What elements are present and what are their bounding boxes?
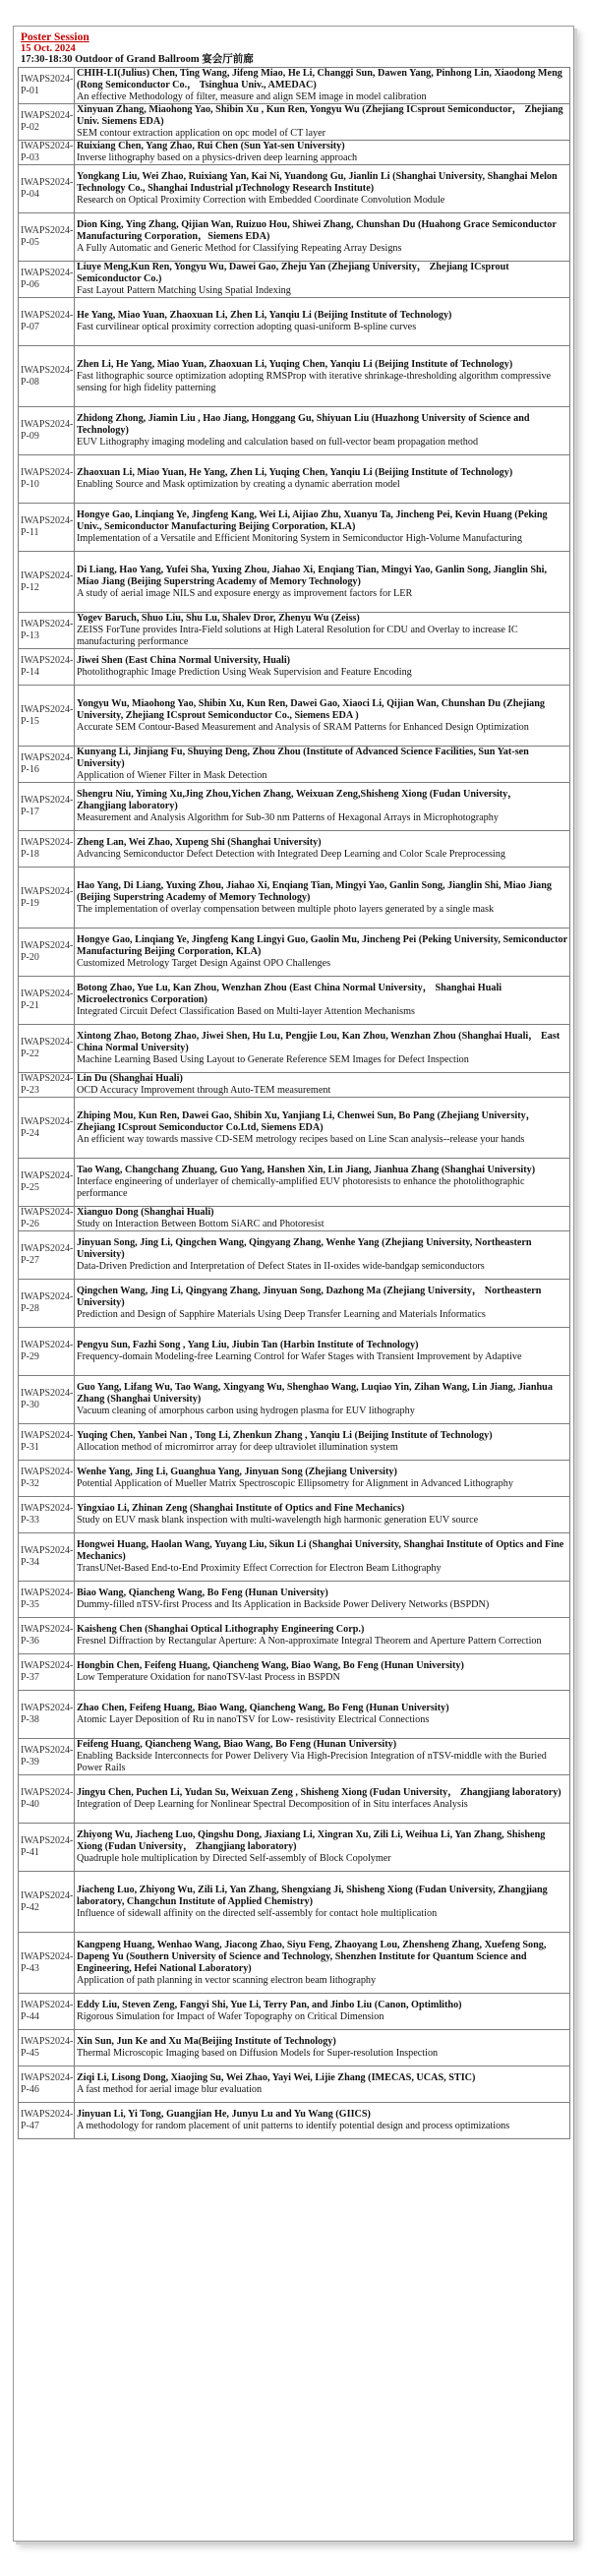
poster-id: IWAPS2024-P-35 bbox=[19, 1582, 75, 1618]
poster-id: IWAPS2024-P-38 bbox=[19, 1691, 75, 1739]
poster-authors: Biao Wang, Qiancheng Wang, Bo Feng (Hunan University) bbox=[77, 1588, 328, 1598]
poster-authors: Tao Wang, Changchang Zhuang, Guo Yang, Hanshen Xin, Lin Jiang, Jianhua Zhang (Shanghai University) bbox=[77, 1165, 536, 1175]
poster-title: A Fully Automatic and Generic Method for Classifying Repeating Array Designs bbox=[77, 243, 402, 254]
poster-authors: Yogev Baruch, Shuo Liu, Shu Lu, Shalev Dror, Zhenyu Wu (Zeiss) bbox=[77, 613, 360, 624]
poster-row bbox=[19, 977, 570, 1025]
poster-row bbox=[19, 1207, 570, 1231]
poster-row bbox=[19, 104, 570, 141]
poster-authors: Jinyuan Song, Jing Li, Qingchen Wang, Qingyang Zhang, Wenhe Yang (Zhejiang University, Northeastern University) bbox=[77, 1237, 532, 1260]
poster-details bbox=[75, 929, 570, 977]
poster-details bbox=[75, 1497, 570, 1533]
poster-id: IWAPS2024-P-17 bbox=[19, 783, 75, 831]
poster-authors: Guo Yang, Lifang Wu, Tao Wang, Xingyang Wu, Shenghao Wang, Luqiao Yin, Zihan Wang, Lin Jiang, Jianhua Zhang (Shanghai University) bbox=[77, 1382, 553, 1405]
poster-authors: Kangpeng Huang, Wenhao Wang, Jiacong Zhao, Siyu Feng, Zhaoyang Lou, Zhensheng Zhang, Xuefeng Song, Dapeng Yu (Southern University of Science and Technology, Shenzhen Institute for Quantum Science and Engineering, Hefei National Laboratory) bbox=[77, 1939, 547, 1974]
poster-title: Influence of sidewall affinity on the directed self-assembly for contact hole multiplication bbox=[77, 1907, 438, 1919]
poster-id: IWAPS2024-P-29 bbox=[19, 1328, 75, 1376]
poster-authors: Ruixiang Chen, Yang Zhao, Rui Chen (Sun Yat-sen University) bbox=[77, 141, 345, 151]
poster-title: Prediction and Design of Sapphire Materials Using Deep Transfer Learning and Materials Informatics bbox=[77, 1309, 486, 1320]
poster-id: IWAPS2024-P-23 bbox=[19, 1073, 75, 1098]
poster-id: IWAPS2024-P-09 bbox=[19, 407, 75, 455]
poster-title: Machine Learning Based Using Layout to Generate Reference SEM Images for Defect Inspection bbox=[77, 1054, 469, 1065]
poster-title: SEM contour extraction application on opc model of CT layer bbox=[77, 128, 326, 139]
poster-title: Quadruple hole multiplication by Directed Self-assembly of Block Copolymer bbox=[77, 1853, 391, 1864]
poster-row bbox=[19, 1025, 570, 1073]
poster-id: IWAPS2024-P-46 bbox=[19, 2067, 75, 2103]
poster-title: Advancing Semiconductor Defect Detection with Integrated Deep Learning and Color Scale Preprocessing bbox=[77, 849, 505, 860]
poster-row bbox=[19, 68, 570, 104]
poster-details bbox=[75, 1739, 570, 1775]
poster-id: IWAPS2024-P-47 bbox=[19, 2103, 75, 2139]
poster-row bbox=[19, 262, 570, 298]
poster-row bbox=[19, 504, 570, 552]
poster-row bbox=[19, 1159, 570, 1207]
poster-row bbox=[19, 455, 570, 504]
poster-authors: Di Liang, Hao Yang, Yufei Sha, Yuxing Zhou, Jiahao Xi, Enqiang Tian, Mingyi Yao, Ganlin Song, Jianglin Shi, Miao Jiang (Beijing Superstring Academy of Memory Technology) bbox=[77, 564, 548, 587]
poster-row bbox=[19, 165, 570, 213]
poster-details bbox=[75, 868, 570, 929]
poster-title: Allocation method of micromirror array for deep ultraviolet illumination system bbox=[77, 1442, 398, 1453]
poster-title: A methodology for random placement of unit patterns to identify potential design and process optimizations bbox=[77, 2121, 510, 2131]
poster-title: Inverse lithography based on a physics-driven deep learning approach bbox=[77, 152, 358, 163]
poster-id: IWAPS2024-P-19 bbox=[19, 868, 75, 929]
poster-row bbox=[19, 1775, 570, 1824]
poster-row bbox=[19, 831, 570, 868]
poster-title: Photolithographic Image Prediction Using Weak Supervision and Feature Encoding bbox=[77, 667, 412, 678]
poster-title: Application of path planning in vector scanning electron beam lithography bbox=[77, 1974, 377, 1986]
poster-details bbox=[75, 1582, 570, 1618]
poster-authors: Pengyu Sun, Fazhi Song , Yang Liu, Jiubin Tan (Harbin Institute of Technology) bbox=[77, 1340, 419, 1350]
poster-details bbox=[75, 1280, 570, 1328]
poster-row bbox=[19, 1872, 570, 1933]
poster-details bbox=[75, 504, 570, 552]
poster-id: IWAPS2024-P-04 bbox=[19, 165, 75, 213]
poster-session-sheet bbox=[13, 26, 574, 2542]
poster-authors: Xianguo Dong (Shanghai Huali) bbox=[77, 1207, 214, 1218]
poster-details bbox=[75, 649, 570, 686]
poster-details bbox=[75, 1328, 570, 1376]
poster-details bbox=[75, 1654, 570, 1691]
poster-details bbox=[75, 1231, 570, 1280]
poster-details bbox=[75, 1207, 570, 1231]
poster-authors: Yingxiao Li, Zhinan Zeng (Shanghai Institute of Optics and Fine Mechanics) bbox=[77, 1503, 405, 1514]
poster-details bbox=[75, 213, 570, 262]
poster-details bbox=[75, 1025, 570, 1073]
poster-row bbox=[19, 783, 570, 831]
poster-details bbox=[75, 1424, 570, 1461]
poster-table bbox=[18, 67, 570, 2139]
poster-row bbox=[19, 298, 570, 346]
poster-details bbox=[75, 1933, 570, 1994]
session-title: Poster Session bbox=[21, 31, 89, 43]
poster-row bbox=[19, 1328, 570, 1376]
poster-details bbox=[75, 686, 570, 747]
poster-title: Rigorous Simulation for Impact of Wafer Topography on Critical Dimension bbox=[77, 2011, 384, 2022]
poster-authors: CHIH-LI(Julius) Chen, Ting Wang, Jifeng Miao, He Li, Changgi Sun, Dawen Yang, Pinhong Lin, Xiaodong Meng (Rong Semiconductor Co.， Tsinghua Univ., AMEDAC) bbox=[77, 68, 562, 90]
poster-title: Potential Application of Mueller Matrix Spectroscopic Ellipsometry for Alignment in Advanced Lithography bbox=[77, 1478, 513, 1489]
poster-details bbox=[75, 783, 570, 831]
poster-authors: Hao Yang, Di Liang, Yuxing Zhou, Jiahao Xi, Enqiang Tian, Mingyi Yao, Ganlin Song, Jianglin Shi, Miao Jiang (Beijing Superstring Academy of Memory Technology) bbox=[77, 879, 553, 903]
poster-title: Integrated Circuit Defect Classification Based on Multi-layer Attention Mechanisms bbox=[77, 1006, 416, 1017]
poster-authors: Shengru Niu, Yiming Xu,Jing Zhou,Yichen Zhang, Weixuan Zeng,Shisheng Xiong (Fudan University， Zhangjiang laboratory) bbox=[77, 789, 518, 811]
poster-details bbox=[75, 1872, 570, 1933]
poster-title: Atomic Layer Deposition of Ru in nanoTSV for Low- resistivity Electrical Connections bbox=[77, 1714, 430, 1725]
poster-row bbox=[19, 1424, 570, 1461]
poster-authors: Hongbin Chen, Feifeng Huang, Qiancheng Wang, Biao Wang, Bo Feng (Hunan University) bbox=[77, 1660, 464, 1671]
poster-id: IWAPS2024-P-07 bbox=[19, 298, 75, 346]
poster-id: IWAPS2024-P-40 bbox=[19, 1775, 75, 1824]
poster-details bbox=[75, 552, 570, 613]
poster-id: IWAPS2024-P-30 bbox=[19, 1376, 75, 1424]
poster-authors: Liuye Meng,Kun Ren, Yongyu Wu, Dawei Gao, Zheju Yan (Zhejiang University， Zhejiang ICsprout Semiconductor Co.) bbox=[77, 262, 509, 284]
poster-row bbox=[19, 2103, 570, 2139]
poster-row bbox=[19, 1231, 570, 1280]
poster-row bbox=[19, 649, 570, 686]
poster-row bbox=[19, 1824, 570, 1872]
poster-id: IWAPS2024-P-41 bbox=[19, 1824, 75, 1872]
poster-details bbox=[75, 1824, 570, 1872]
poster-title: A study of aerial image NILS and exposure energy as improvement factors for LER bbox=[77, 587, 413, 599]
poster-row bbox=[19, 868, 570, 929]
poster-id: IWAPS2024-P-03 bbox=[19, 141, 75, 165]
poster-id: IWAPS2024-P-34 bbox=[19, 1533, 75, 1582]
poster-row bbox=[19, 1497, 570, 1533]
poster-authors: Jinyuan Li, Yi Tong, Guangjian He, Junyu Lu and Yu Wang (GIICS) bbox=[77, 2109, 371, 2120]
poster-details bbox=[75, 1461, 570, 1497]
poster-row bbox=[19, 552, 570, 613]
poster-details bbox=[75, 1376, 570, 1424]
poster-title: Fast lithographic source optimization adopting RMSProp with iterative shrinkage-thresholding algorithm compressive sensing for high fidelity patterning bbox=[77, 370, 552, 393]
poster-id: IWAPS2024-P-42 bbox=[19, 1872, 75, 1933]
poster-id: IWAPS2024-P-26 bbox=[19, 1207, 75, 1231]
poster-row bbox=[19, 2067, 570, 2103]
poster-id: IWAPS2024-P-20 bbox=[19, 929, 75, 977]
poster-title: Research on Optical Proximity Correction with Embedded Coordinate Convolution Module bbox=[77, 195, 445, 206]
poster-id: IWAPS2024-P-15 bbox=[19, 686, 75, 747]
poster-title: Enabling Source and Mask optimization by creating a dynamic aberration model bbox=[77, 479, 400, 490]
poster-row bbox=[19, 213, 570, 262]
poster-title: Low Temperature Oxidation for nanoTSV-last Process in BSPDN bbox=[77, 1672, 340, 1683]
poster-id: IWAPS2024-P-21 bbox=[19, 977, 75, 1025]
poster-details bbox=[75, 2103, 570, 2139]
poster-row bbox=[19, 1533, 570, 1582]
poster-id: IWAPS2024-P-43 bbox=[19, 1933, 75, 1994]
poster-row bbox=[19, 1280, 570, 1328]
poster-row bbox=[19, 1098, 570, 1159]
poster-authors: Hongye Gao, Linqiang Ye, Jingfeng Kang Lingyi Guo, Gaolin Mu, Jincheng Pei (Peking University, Semiconductor Manufacturing Beijing Corporation, KLA) bbox=[77, 934, 567, 957]
poster-id: IWAPS2024-P-11 bbox=[19, 504, 75, 552]
session-header bbox=[18, 30, 570, 67]
poster-title: Fresnel Diffraction by Rectangular Aperture: A Non-approximate Integral Theorem and Aperture Pattern Correction bbox=[77, 1636, 542, 1647]
poster-title: ZEISS ForTune provides Intra-Field solutions at High Lateral Resolution for CDU and Overlay to increase IC manufacturing performance bbox=[77, 625, 518, 647]
poster-authors: Kaisheng Chen (Shanghai Optical Lithography Engineering Corp.) bbox=[77, 1624, 365, 1635]
poster-row bbox=[19, 1994, 570, 2030]
poster-row bbox=[19, 1933, 570, 1994]
poster-id: IWAPS2024-P-18 bbox=[19, 831, 75, 868]
poster-row bbox=[19, 613, 570, 649]
poster-id: IWAPS2024-P-10 bbox=[19, 455, 75, 504]
poster-details bbox=[75, 455, 570, 504]
poster-authors: Jingyu Chen, Puchen Li, Yudan Su, Weixuan Zeng , Shisheng Xiong (Fudan University， Zhangjiang laboratory) bbox=[77, 1787, 561, 1798]
poster-title: Fast Layout Pattern Matching Using Spatial Indexing bbox=[77, 285, 291, 296]
poster-id: IWAPS2024-P-36 bbox=[19, 1618, 75, 1654]
poster-title: EUV Lithography imaging modeling and calculation based on full-vector beam propagation method bbox=[77, 437, 479, 448]
poster-authors: Wenhe Yang, Jing Li, Guanghua Yang, Jinyuan Song (Zhejiang University) bbox=[77, 1467, 397, 1477]
poster-row bbox=[19, 1582, 570, 1618]
poster-details bbox=[75, 165, 570, 213]
poster-row bbox=[19, 686, 570, 747]
poster-title: OCD Accuracy Improvement through Auto-TEM measurement bbox=[77, 1085, 331, 1096]
poster-authors: He Yang, Miao Yuan, Zhaoxuan Li, Zhen Li, Yanqiu Li (Beijing Institute of Technology) bbox=[77, 310, 452, 321]
poster-title: Thermal Microscopic Imaging based on Diffusion Models for Super-resolution Inspection bbox=[77, 2048, 439, 2059]
poster-details bbox=[75, 262, 570, 298]
poster-details bbox=[75, 2030, 570, 2067]
poster-authors: Yuqing Chen, Yanbei Nan , Tong Li, Zhenkun Zhang , Yanqiu Li (Beijing Institute of Technology) bbox=[77, 1430, 493, 1441]
poster-authors: Botong Zhao, Yue Lu, Kan Zhou, Wenzhan Zhou (East China Normal University， Shanghai Huali Microelectronics Corporation) bbox=[77, 983, 502, 1005]
poster-authors: Xintong Zhao, Botong Zhao, Jiwei Shen, Hu Lu, Pengjie Lou, Kan Zhou, Wenzhan Zhou (Shanghai Huali， East China Normal University) bbox=[77, 1031, 560, 1053]
poster-authors: Yongyu Wu, Miaohong Yao, Shibin Xu, Kun Ren, Dawei Gao, Xiaoci Li, Qijian Wan, Chunshan Du (Zhejiang University, Zhejiang ICsprout Semiconductor Co., Siemens EDA ) bbox=[77, 697, 546, 721]
poster-id: IWAPS2024-P-37 bbox=[19, 1654, 75, 1691]
poster-authors: Xinyuan Zhang, Miaohong Yao, Shibin Xu , Kun Ren, Yongyu Wu (Zhejiang ICsprout Semiconductor， Zhejiang Univ. Siemens EDA) bbox=[77, 104, 563, 127]
poster-title: Measurement and Analysis Algorithm for Sub-30 nm Patterns of Hexagonal Arrays in Microphotography bbox=[77, 812, 499, 823]
poster-id: IWAPS2024-P-22 bbox=[19, 1025, 75, 1073]
poster-title: A fast method for aerial image blur evaluation bbox=[77, 2084, 263, 2095]
poster-title: Data-Driven Prediction and Interpretation of Defect States in II-oxides wide-bandgap semiconductors bbox=[77, 1261, 485, 1272]
poster-title: Customized Metrology Target Design Against OPO Challenges bbox=[77, 958, 331, 969]
poster-title: Study on EUV mask blank inspection with multi-wavelength high harmonic generation EUV source bbox=[77, 1515, 479, 1526]
poster-row bbox=[19, 1461, 570, 1497]
poster-id: IWAPS2024-P-13 bbox=[19, 613, 75, 649]
poster-id: IWAPS2024-P-01 bbox=[19, 68, 75, 104]
poster-id: IWAPS2024-P-27 bbox=[19, 1231, 75, 1280]
poster-title: Vacuum cleaning of amorphous carbon using hydrogen plasma for EUV lithography bbox=[77, 1406, 415, 1416]
poster-details bbox=[75, 1533, 570, 1582]
poster-details bbox=[75, 141, 570, 165]
poster-details bbox=[75, 747, 570, 783]
poster-authors: Yongkang Liu, Wei Zhao, Ruixiang Yan, Kai Ni, Yuandong Gu, Jianlin Li (Shanghai University, Shanghai Melon Technology Co., Shanghai Industrial µTechnology Research Institute) bbox=[77, 171, 558, 194]
poster-authors: Jiwei Shen (East China Normal University, Huali) bbox=[77, 655, 291, 666]
poster-id: IWAPS2024-P-14 bbox=[19, 649, 75, 686]
poster-id: IWAPS2024-P-06 bbox=[19, 262, 75, 298]
poster-details bbox=[75, 346, 570, 407]
poster-details bbox=[75, 104, 570, 141]
poster-title: Accurate SEM Contour-Based Measurement and Analysis of SRAM Patterns for Enhanced Design Optimization bbox=[77, 721, 529, 733]
poster-title: Integration of Deep Learning for Nonlinear Spectral Decomposition of in Situ interfaces Analysis bbox=[77, 1799, 468, 1810]
poster-title: Fast curvilinear optical proximity correction adopting quasi-uniform B-spline curves bbox=[77, 322, 417, 332]
poster-authors: Ziqi Li, Lisong Dong, Xiaojing Su, Wei Zhao, Yayi Wei, Lijie Zhang (IMECAS, UCAS, STIC) bbox=[77, 2072, 476, 2083]
poster-id: IWAPS2024-P-33 bbox=[19, 1497, 75, 1533]
poster-details bbox=[75, 1073, 570, 1098]
poster-id: IWAPS2024-P-24 bbox=[19, 1098, 75, 1159]
poster-authors: Hongye Gao, Linqiang Ye, Jingfeng Kang, Wei Li, Aijiao Zhu, Xuanyu Ta, Jincheng Pei, Kevin Huang (Peking Univ., Semiconductor Manufacturing Beijing Corporation, KLA) bbox=[77, 509, 548, 532]
poster-details bbox=[75, 613, 570, 649]
poster-authors: Hongwei Huang, Haolan Wang, Yuyang Liu, Sikun Li (Shanghai University, Shanghai Institute of Optics and Fine Mechanics) bbox=[77, 1539, 564, 1562]
poster-details bbox=[75, 1098, 570, 1159]
poster-authors: Zhao Chen, Feifeng Huang, Biao Wang, Qiancheng Wang, Bo Feng (Hunan University) bbox=[77, 1703, 449, 1713]
poster-row bbox=[19, 1073, 570, 1098]
poster-row bbox=[19, 346, 570, 407]
poster-details bbox=[75, 1691, 570, 1739]
poster-authors: Zhiping Mou, Kun Ren, Dawei Gao, Shibin Xu, Yanjiang Li, Chenwei Sun, Bo Pang (Zhejiang University， Zhejiang ICsprout Semiconductor Co.Ltd, Siemens EDA) bbox=[77, 1109, 536, 1133]
poster-authors: Xin Sun, Jun Ke and Xu Ma(Beijing Institute of Technology) bbox=[77, 2036, 336, 2047]
poster-authors: Lin Du (Shanghai Huali) bbox=[77, 1073, 183, 1084]
poster-details bbox=[75, 407, 570, 455]
poster-row bbox=[19, 1618, 570, 1654]
poster-id: IWAPS2024-P-05 bbox=[19, 213, 75, 262]
poster-id: IWAPS2024-P-32 bbox=[19, 1461, 75, 1497]
poster-details bbox=[75, 1994, 570, 2030]
poster-id: IWAPS2024-P-39 bbox=[19, 1739, 75, 1775]
poster-title: An effective Methodology of filter, measure and align SEM image in model calibration bbox=[77, 91, 427, 102]
poster-authors: Kunyang Li, Jinjiang Fu, Shuying Deng, Zhou Zhou (Institute of Advanced Science Facilities, Sun Yat-sen University) bbox=[77, 747, 529, 769]
poster-title: Implementation of a Versatile and Efficient Monitoring System in Semiconductor High-Volume Manufacturing bbox=[77, 533, 522, 544]
poster-row bbox=[19, 1654, 570, 1691]
poster-row bbox=[19, 1691, 570, 1739]
poster-id: IWAPS2024-P-45 bbox=[19, 2030, 75, 2067]
poster-id: IWAPS2024-P-44 bbox=[19, 1994, 75, 2030]
poster-title: TransUNet-Based End-to-End Proximity Effect Correction for Electron Beam Lithography bbox=[77, 1563, 442, 1574]
poster-row bbox=[19, 2030, 570, 2067]
poster-authors: Zhidong Zhong, Jiamin Liu , Hao Jiang, Honggang Gu, Shiyuan Liu (Huazhong University of Science and Technology) bbox=[77, 413, 530, 436]
poster-authors: Eddy Liu, Steven Zeng, Fangyi Shi, Yue Li, Terry Pan, and Jinbo Liu (Canon, Optimlitho) bbox=[77, 2000, 462, 2010]
poster-details bbox=[75, 1775, 570, 1824]
poster-title: Enabling Backside Interconnects for Power Delivery Via High-Precision Integration of nTSV-middle with the Buried Power Rails bbox=[77, 1751, 547, 1773]
poster-row bbox=[19, 747, 570, 783]
poster-authors: Qingchen Wang, Jing Li, Qingyang Zhang, Jinyuan Song, Dazhong Ma (Zhejiang University， Northeastern University) bbox=[77, 1286, 542, 1308]
poster-authors: Zhaoxuan Li, Miao Yuan, He Yang, Zhen Li, Yuqing Chen, Yanqiu Li (Beijing Institute of Technology) bbox=[77, 467, 513, 478]
session-time-location: 17:30-18:30 Outdoor of Grand Ballroom 宴会厅前廊 bbox=[21, 54, 254, 65]
poster-authors: Dion King, Ying Zhang, Qijian Wan, Ruizuo Hou, Shiwei Zhang, Chunshan Du (Huahong Grace Semiconductor Manufacturing Corporation，Siemens EDA) bbox=[77, 219, 557, 242]
poster-details bbox=[75, 68, 570, 104]
poster-authors: Zhiyong Wu, Jiacheng Luo, Qingshu Dong, Jiaxiang Li, Xingran Xu, Zili Li, Weihua Li, Yan Zhang, Shisheng Xiong (Fudan University， Zhangjiang laboratory) bbox=[77, 1829, 546, 1852]
poster-title: Application of Wiener Filter in Mask Detection bbox=[77, 770, 267, 781]
poster-title: The implementation of overlay compensation between multiple photo layers generated by a single mask bbox=[77, 903, 495, 915]
poster-id: IWAPS2024-P-08 bbox=[19, 346, 75, 407]
poster-id: IWAPS2024-P-25 bbox=[19, 1159, 75, 1207]
poster-authors: Zheng Lan, Wei Zhao, Xupeng Shi (Shanghai University) bbox=[77, 837, 322, 848]
poster-details bbox=[75, 1618, 570, 1654]
poster-id: IWAPS2024-P-02 bbox=[19, 104, 75, 141]
poster-authors: Zhen Li, He Yang, Miao Yuan, Zhaoxuan Li, Yuqing Chen, Yanqiu Li (Beijing Institute of Technology) bbox=[77, 358, 513, 370]
poster-details bbox=[75, 977, 570, 1025]
poster-title: Study on Interaction Between Bottom SiARC and Photoresist bbox=[77, 1219, 324, 1229]
poster-details bbox=[75, 2067, 570, 2103]
poster-id: IWAPS2024-P-12 bbox=[19, 552, 75, 613]
poster-id: IWAPS2024-P-31 bbox=[19, 1424, 75, 1461]
poster-id: IWAPS2024-P-16 bbox=[19, 747, 75, 783]
poster-title: Frequency-domain Modeling-free Learning Control for Wafer Stages with Transient Improvement by Adaptive bbox=[77, 1351, 522, 1362]
poster-authors: Feifeng Huang, Qiancheng Wang, Biao Wang, Bo Feng (Hunan University) bbox=[77, 1739, 397, 1750]
poster-details bbox=[75, 1159, 570, 1207]
poster-title: Dummy-filled nTSV-first Process and Its Application in Backside Power Delivery Networks (BSPDN) bbox=[77, 1599, 490, 1610]
poster-row bbox=[19, 929, 570, 977]
poster-title: An efficient way towards massive CD-SEM metrology recipes based on Line Scan analysis--release your hands bbox=[77, 1133, 525, 1145]
poster-row bbox=[19, 1739, 570, 1775]
poster-row bbox=[19, 141, 570, 165]
poster-details bbox=[75, 298, 570, 346]
poster-row bbox=[19, 1376, 570, 1424]
poster-title: Interface engineering of underlayer of chemically-amplified EUV photoresists to enhance the photolithographic performance bbox=[77, 1176, 525, 1199]
session-date: 15 Oct. 2024 bbox=[21, 43, 76, 54]
poster-authors: Jiacheng Luo, Zhiyong Wu, Zili Li, Yan Zhang, Shengxiang Ji, Shisheng Xiong (Fudan University, Zhangjiang laboratory, Changchun Institute of Applied Chemistry) bbox=[77, 1884, 548, 1907]
poster-row bbox=[19, 407, 570, 455]
poster-id: IWAPS2024-P-28 bbox=[19, 1280, 75, 1328]
poster-details bbox=[75, 831, 570, 868]
